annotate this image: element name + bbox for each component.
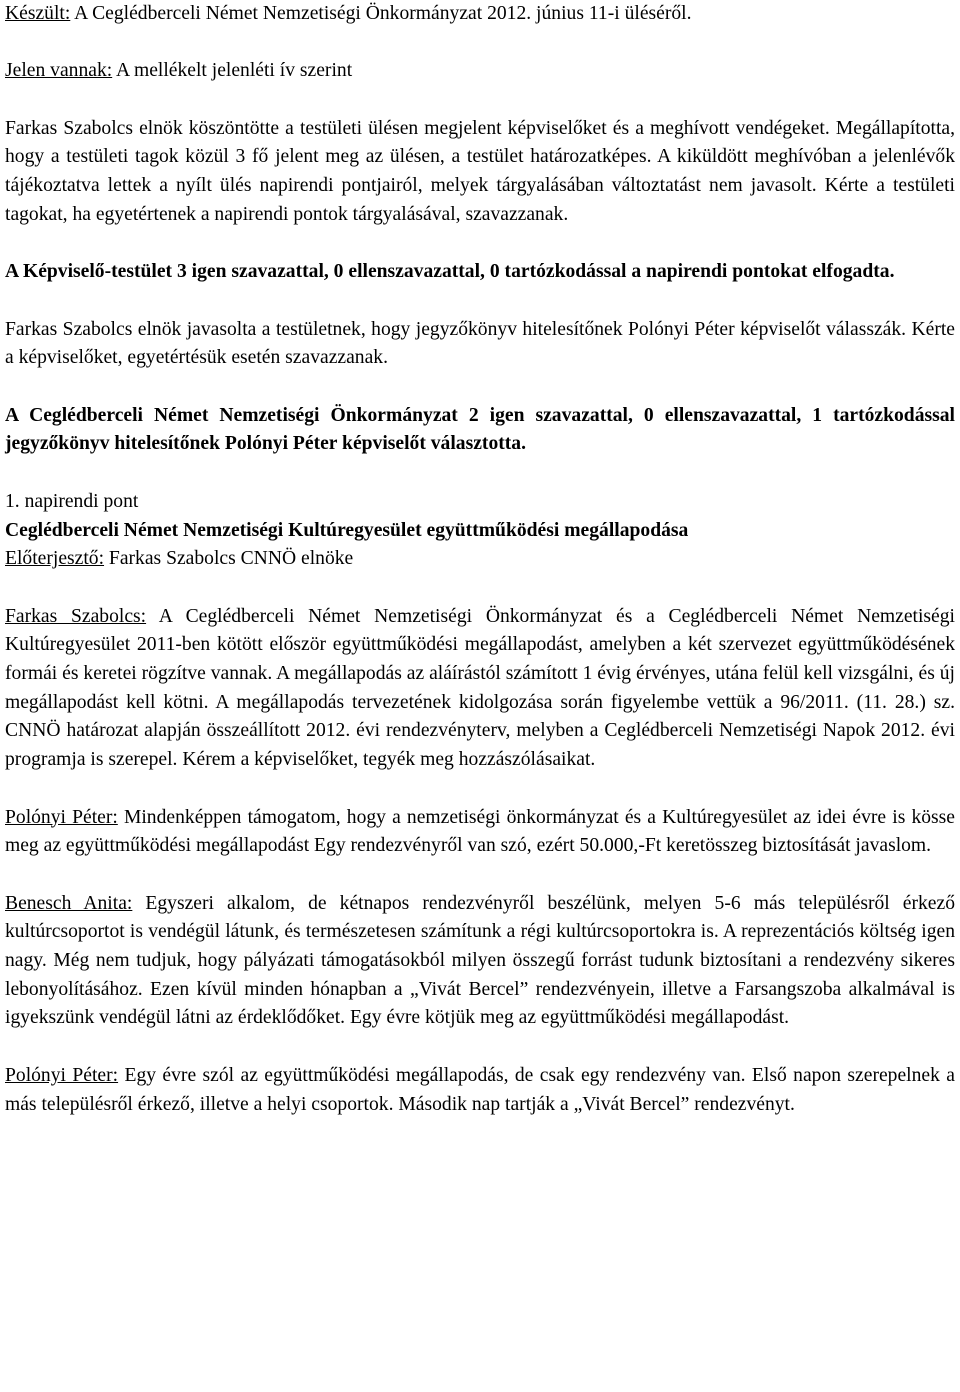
speaker-name: Farkas Szabolcs: xyxy=(5,605,147,627)
spacer xyxy=(5,86,955,115)
made-label: Készült: xyxy=(5,3,71,24)
present-text: A mellékelt jelenléti ív szerint xyxy=(112,60,353,82)
spacer xyxy=(5,574,955,603)
speech-text: A Ceglédberceli Német Nemzetiségi Önkormányzat és a Ceglédberceli Német Nemzetiségi Kultúregyesület 2011-ben kötött először együttműködési megállapodást, amelyben a két szervezet együttműködésének formái és keretei rögzítve vannak. A megállapodás az aláírástól számított 1 évig érvényes, utána felül kell vizsgálni, és új megállapodást kell kötni. A megállapodás tervezetének kidolgozása során figyelembe vettük a 96/2011. (11. 28.) sz. CNNÖ határozat alapján összeállított 2012. évi rendezvényterv, melyben a Ceglédberceli Nemzetiségi Napok 2012. évi programja is szerepel. Kérem a képviselőket, tegyék meg hozzászólásaikat. xyxy=(5,605,955,771)
speaker-name: Benesch Anita: xyxy=(5,892,133,914)
made-line xyxy=(5,0,955,29)
speaker-name: Polónyi Péter: xyxy=(5,1064,119,1086)
presenter-text: Farkas Szabolcs CNNÖ elnöke xyxy=(104,548,354,570)
speech-text: Egy évre szól az együttműködési megállapodás, de csak egy rendezvény van. Első napon szerepelnek a más településről érkező, illetve a helyi csoportok. Második nap tartják a „Vivát Bercel” rendezvényt. xyxy=(5,1064,955,1115)
authenticator-proposal: Farkas Szabolcs elnök javasolta a testületnek, hogy jegyzőkönyv hitelesítőnek Polónyi Péter képviselőt válasszák. Kérte a képviselőket, egyetértésük esetén szavazzanak. xyxy=(5,318,955,369)
opening-paragraph: Farkas Szabolcs elnök köszöntötte a testületi ülésen megjelent képviselőket és a meghívott vendégeket. Megállapította, hogy a testületi tagok közül 3 fő jelent meg az ülésen, a testület határozatképes. A kiküldött meghívóban a jelenlévők tájékoztatva lettek a nyílt ülés napirendi pontjairól, melyek tárgyalásában változtatást nem javasolt. Kérte a testületi tagokat, ha egyetértenek a napirendi pontok tárgyalásával, szavazzanak. xyxy=(5,117,955,225)
presenter-label: Előterjesztő: xyxy=(5,548,105,570)
speech-paragraph xyxy=(5,1062,955,1119)
spacer xyxy=(5,861,955,890)
present-line xyxy=(5,57,955,86)
spacer xyxy=(5,287,955,316)
resolution-authenticator: A Ceglédberceli Német Nemzetiségi Önkormányzat 2 igen szavazattal, 0 ellenszavazattal, 1 tartózkodással jegyzőkönyv hitelesítőnek Polónyi Péter képviselőt választotta. xyxy=(5,404,955,455)
resolution-agenda: A Képviselő-testület 3 igen szavazattal, 0 ellenszavazattal, 0 tartózkodással a napirendi pontokat elfogadta. xyxy=(5,261,895,283)
spacer xyxy=(5,775,955,804)
speaker-name: Polónyi Péter: xyxy=(5,806,118,828)
spacer xyxy=(5,1033,955,1062)
spacer xyxy=(5,29,955,58)
presenter-line xyxy=(5,545,955,574)
speech-text: Mindenképpen támogatom, hogy a nemzetiségi önkormányzat és a Kultúregyesület az idei évre is kösse meg az együttműködési megállapodást Egy rendezvényről van szó, ezért 50.000,-Ft keretösszeg biztosítását javaslom. xyxy=(5,806,955,857)
agenda-number: 1. napirendi pont xyxy=(5,490,139,512)
present-label: Jelen vannak: xyxy=(5,60,113,82)
made-text: A Ceglédberceli Német Nemzetiségi Önkormányzat 2012. június 11-i üléséről. xyxy=(70,3,692,24)
speech-paragraph xyxy=(5,603,955,775)
speech-paragraph xyxy=(5,890,955,1034)
speech-text: Egyszeri alkalom, de kétnapos rendezvényről beszélünk, melyen 5-6 más településről érkező kultúrcsoportot is vendégül látunk, és természetesen számítunk a régi kultúrcsoportokra is. A reprezentációs költség igen nagy. Még nem tudjuk, hogy pályázati támogatásokból milyen összegű forrást tudunk biztosítani a rendezvény sikeres lebonyolításához. Ezen kívül minden hónapban a „Vivát Bercel” rendezvényein, illetve a Farsangszoba alkalmával is igyekszünk vendégül látni az érdeklődőket. Egy évre kötjük meg az együttműködési megállapodást. xyxy=(5,892,955,1029)
agenda-title: Ceglédberceli Német Nemzetiségi Kultúregyesület együttműködési megállapodása xyxy=(5,519,689,541)
speech-paragraph xyxy=(5,804,955,861)
spacer xyxy=(5,373,955,402)
spacer xyxy=(5,459,955,488)
spacer xyxy=(5,230,955,259)
